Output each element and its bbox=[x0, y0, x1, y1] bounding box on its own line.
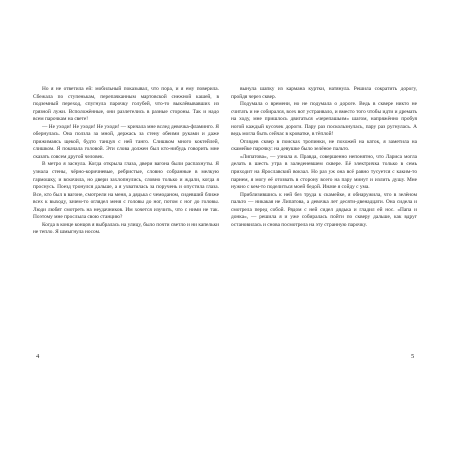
right-paragraph-2: Подумала о времени, но не подумала о дороге. Ведь в сквере никто не считать и не собирался, всех вот устраивало, и вместо того чтобы идти и дремать на ходу, мне пришлось двигаться «черепашьим» шагом, напряжённо пробуя ногой каждый кусочек дороги. Пару раз поскользнулась, пару раз ругнулась. А ведь могла быть сейчас в кроватке, в тёплой! bbox=[231, 101, 417, 138]
left-paragraph-4: Когда в конце концов я выбралась на улицу, было почти светло и ни капельки не тепло. Я шмыгнула носом. bbox=[33, 221, 219, 236]
right-page bbox=[231, 86, 417, 358]
left-page bbox=[33, 86, 219, 358]
left-paragraph-1: Но я не ответила ей: мобильный показывал, что пора, и я ему поверила. Сбежала по ступенькам, перепачканным мартовской снежной кашей, в подземный переход, спугнула парочку голубей, что-то выклёвывавших из грязной лужи. Всположённые, они разлетелись в разные стороны. Так и надо всем парочкам на свете! bbox=[33, 86, 219, 123]
right-paragraph-4: «Липатова», — узнала я. Правда, совершенно непонятно, что Лариса могла делать в шесть утра в заледеневшем сквере. Её электричка только в семь приходит на Ярославский вокзал. Но раз уж она всё равно тусуется с каким-то парнем, я могу её отозвать в сторону всего на пару минут и излить душу. Мне нужно с кем-то поделиться моей бедой. Иначе я сойду с ума. bbox=[231, 153, 417, 191]
right-paragraph-3: Оглядев сквер в поисках тропинки, не похожей на каток, я заметила на скамейке парочку: на девушке было зелёное пальто. bbox=[231, 138, 417, 153]
right-paragraph-5: Приблизившись к ней без труда к скамейке, я обнаружила, что в зелёном пальто — никакая не Липатова, а девочка лет десяти-двенадцати. Она сидела и смотрела перед собой. Рядом с ней сидел дядька и гладил ей нос. «Папа и донка», — решила я и уже собиралась пойти по скверу дальше, как вдруг остановилась и снова посмотрела на эту странную парочку. bbox=[231, 191, 417, 228]
right-paragraph-1: вынула шапку из кармана куртки, натянула. Решила сократить дорогу, пройдя через сквер. bbox=[231, 86, 417, 100]
left-paragraph-2: — Не уходи! Не уходи! Не уходи! — кричала мне вслед девочка-фламинго. Я обернулась. Она ползла за мной, держась за стену обеими руками и даже прижимаясь щекой, будто танцуя с ней танго. Слишком много коктейлей, слишком. Я покачала головой. Эти слова должен был кто-нибудь говорить мне сказать совсем другой человек. bbox=[33, 123, 219, 160]
left-paragraph-3: В метро я заснула. Когда открыла глаза, двери вагона были распахнуты. Я узнала стены, чёрно-коричневые, ребристые, словно собранные в мелкую гармошку, и вскочила, но двери захлопнулись, словно только и ждали, когда я проснусь. Поезд тронулся дальше, а я ухватилась за поручень и опустила глаза. Все, кто был в вагоне, смотрели на меня, а дядька с чемоданом, сидевший ближе всех к выходу, зачем-то оглядел меня с головы до ног, потом с ног до головы. Люди любят смотреть на неудачников. Им хочется изучить, что с ними не так. Поэтому мне прослыла свою станцию? bbox=[33, 161, 219, 221]
left-page-number: 4 bbox=[36, 353, 40, 360]
right-page-number: 5 bbox=[411, 353, 415, 360]
